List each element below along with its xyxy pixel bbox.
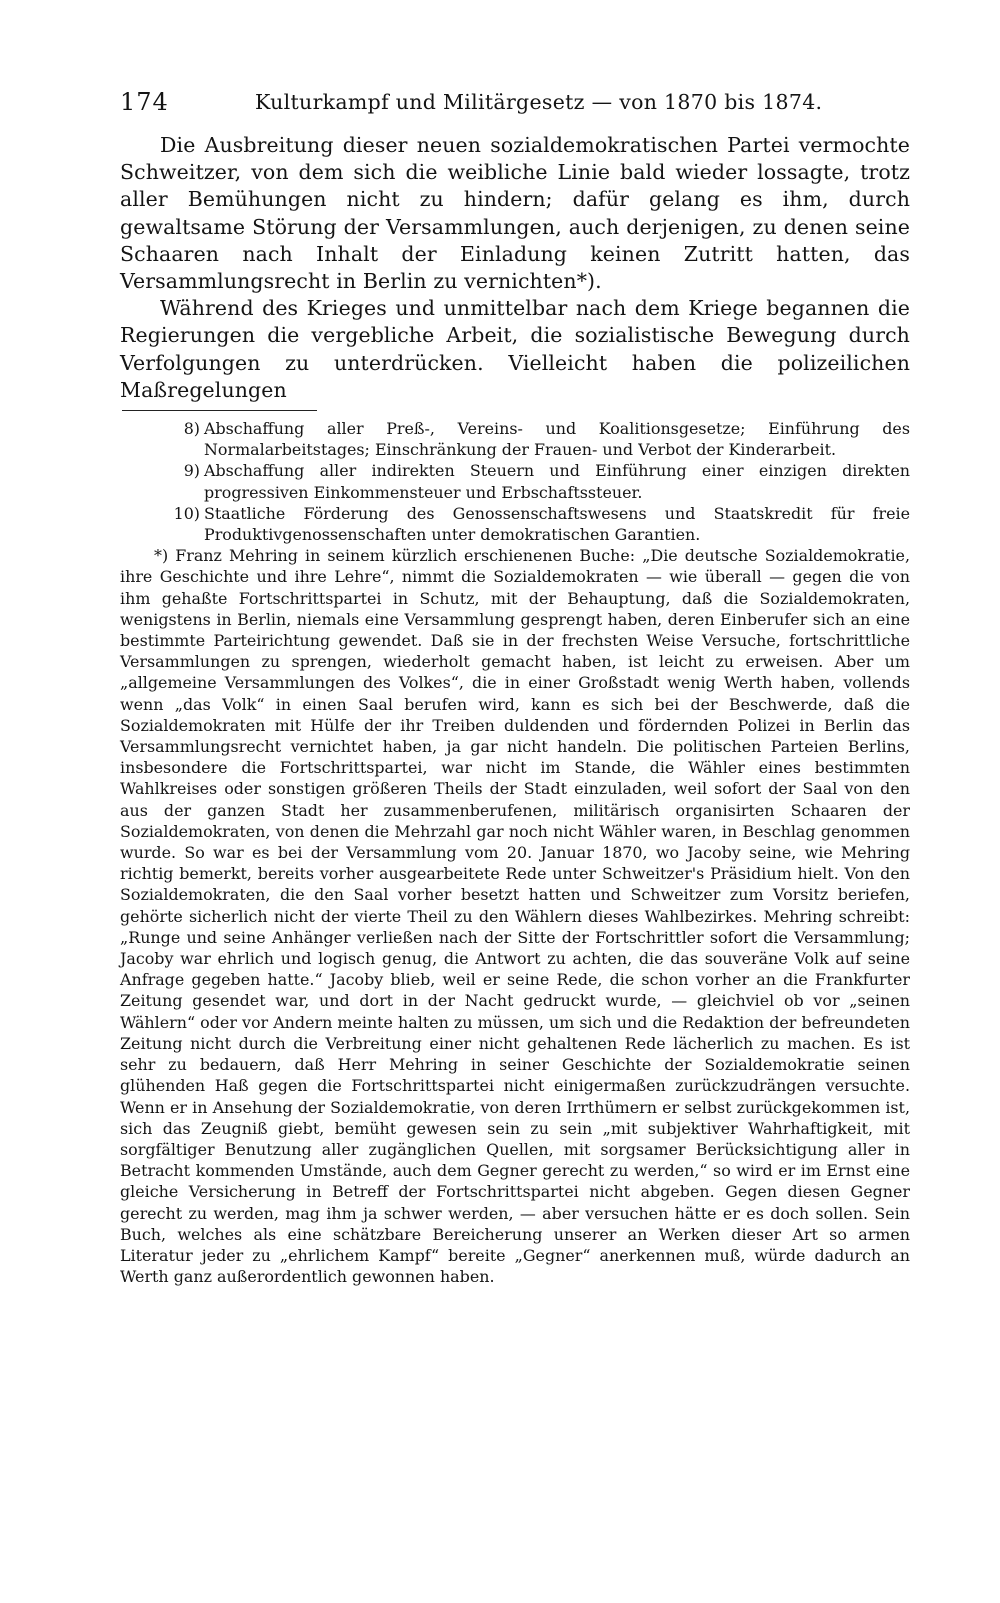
footnote-number: 10) [173, 503, 200, 523]
footnote-number: 8) [183, 419, 200, 438]
main-text [120, 132, 910, 404]
paragraph: Die Ausbreitung dieser neuen sozialdemokratischen Partei vermochte Schweitzer, von dem sich die weibliche Linie bald wieder lossagte, trotz aller Bemühungen nicht zu hindern; dafür gelang es ihm, durch gewaltsame Störung der Versammlungen, auch derjenigen, zu denen seine Schaaren nach Inhalt der Einladung keinen Zutritt hatten, das Versammlungsrecht in Berlin zu vernichten*). [120, 133, 910, 294]
footnote-item [120, 503, 910, 545]
footnotes [120, 418, 910, 1287]
page-number: 174 [120, 88, 169, 116]
page-header [120, 88, 910, 118]
footnote-star: *) Franz Mehring in seinem kürzlich erschienenen Buche: „Die deutsche Sozialdemokratie, ihre Geschichte und ihre Lehre“, nimmt die Sozialdemokraten — wie überall — gegen die von ihm gehaßte Fortschrittspartei in Schutz, mit der Behauptung, daß die Sozialdemokraten, wenigstens in Berlin, niemals eine Versammlung gesprengt haben, deren Einberufer sich an eine bestimmte Parteirichtung gewendet. Daß sie in der frechsten Weise Versuche, fortschrittliche Versammlungen zu sprengen, wiederholt gemacht haben, ist leicht zu erweisen. Aber um „allgemeine Versammlungen des Volkes“, die in einer Großstadt wenig Werth haben, vollends wenn „das Volk“ in einen Saal berufen wird, kann es sich bei der Beschwerde, daß die Sozialdemokraten mit Hülfe der ihr Treiben duldenden und fördernden Polizei in Berlin das Versammlungsrecht vernichtet haben, ja gar nicht handeln. Die politischen Parteien Berlins, insbesondere die Fortschrittspartei, war nicht im Stande, die Wähler eines bestimmten Wahlkreises oder sonstigen größeren Theils der Stadt einzuladen, weil sofort der Saal von den aus der ganzen Stadt her zusammenberufenen, militärisch organisirten Schaaren der Sozialdemokraten, von denen die Mehrzahl gar noch nicht Wähler waren, in Beschlag genommen wurde. So war es bei der Versammlung vom 20. Januar 1870, wo Jacoby seine, wie Mehring richtig bemerkt, bereits vorher ausgearbeitete Rede unter Schweitzer's Präsidium hielt. Von den Sozialdemokraten, die den Saal vorher besetzt hatten und Schweitzer zum Vorsitz beriefen, gehörte sicherlich nicht der vierte Theil zu den Wählern dieses Wahlbezirkes. Mehring schreibt: „Runge und seine Anhänger verließen nach der Sitte der Fortschrittler sofort die Versammlung; Jacoby war ehrlich und logisch genug, die Antwort zu achten, die das souveräne Volk auf seine Anfrage gegeben hatte.“ Jacoby blieb, weil er seine Rede, die schon vorher an die Frankfurter Zeitung gesendet war, und dort in der Nacht gedruckt wurde, — gleichviel ob vor „seinen Wählern“ oder vor Andern meinte halten zu müssen, um sich und die Redaktion der befreundeten Zeitung nicht durch die Verbreitung einer nicht gehaltenen Rede lächerlich zu machen. Es ist sehr zu bedauern, daß Herr Mehring in seiner Geschichte der Sozialdemokratie seinen glühenden Haß gegen die Fortschrittspartei nicht einigermaßen zurückzudrängen versuchte. Wenn er in Ansehung der Sozialdemokratie, von deren Irrthümern er selbst zurückgekommen ist, sich das Zeugniß giebt, bemüht gewesen sein zu sein „mit subjektiver Wahrhaftigkeit, mit sorgfältiger Benutzung aller zugänglichen Quellen, mit sorgsamer Berücksichtigung aller in Betracht kommenden Umstände, auch dem Gegner gerecht zu werden,“ so wird er im Ernst eine gleiche Versicherung in Betreff der Fortschrittspartei nicht abgeben. Gegen diesen Gegner gerecht zu werden, mag ihm ja schwer werden, — aber versuchen hätte er es doch sollen. Sein Buch, welches als eine schätzbare Bereicherung unserer an Werken dieser Art so armen Literatur jeder zu „ehrlichem Kampf“ bereite „Gegner“ anerkennen muß, würde dadurch an Werth ganz außerordentlich gewonnen haben. [120, 546, 910, 1287]
running-head: Kulturkampf und Militärgesetz — von 1870 bis 1874. [255, 90, 823, 114]
footnote-number: 9) [183, 461, 200, 481]
footnote-item [120, 418, 910, 460]
paragraph: Während des Krieges und unmittelbar nach dem Kriege begannen die Regierungen die vergebliche Arbeit, die sozialistische Bewegung durch Verfolgungen zu unterdrücken. Vielleicht haben die polizeilichen Maßregelungen [120, 296, 910, 402]
footnote-separator [122, 410, 317, 411]
footnote-text: Staatliche Förderung des Genossenschaftswesens und Staatskredit für freie Produktivgenossenschaften unter demokratischen Garantien. [204, 503, 910, 545]
footnote-item [120, 460, 910, 502]
footnote-text: Abschaffung aller Preß-, Vereins- und Koalitionsgesetze; Einführung des Normalarbeitstages; Einschränkung der Frauen- und Verbot der Kinderarbeit. [204, 419, 910, 460]
footnote-text: Abschaffung aller indirekten Steuern und Einführung einer einzigen direkten progressiven Einkommensteuer und Erbschaftssteuer. [204, 461, 910, 502]
